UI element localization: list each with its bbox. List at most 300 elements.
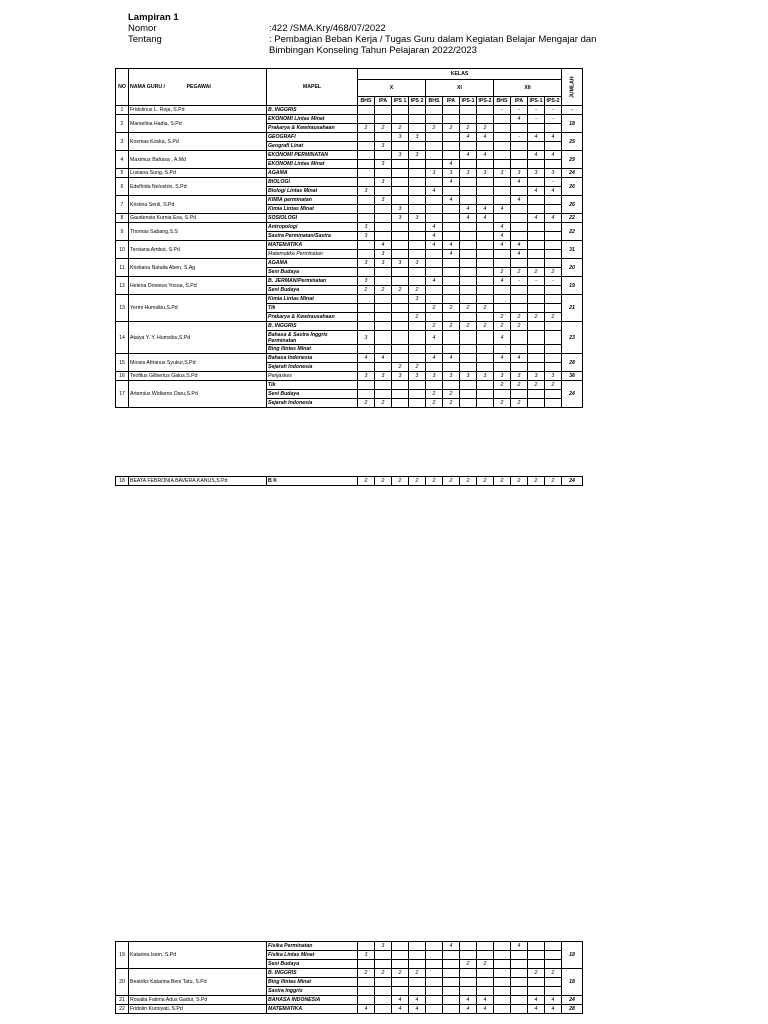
table-row <box>116 223 583 232</box>
hours-cell <box>460 313 477 322</box>
hours-cell <box>545 363 562 372</box>
hours-cell <box>545 331 562 345</box>
hours-cell <box>494 286 511 295</box>
hours-cell: 3 <box>477 372 494 381</box>
hours-cell <box>392 277 409 286</box>
hours-cell: 4 <box>494 354 511 363</box>
hours-cell <box>460 268 477 277</box>
teacher-name: Ataiya Y. Y. Humsibu,S.Pd <box>129 322 267 354</box>
hours-cell <box>392 160 409 169</box>
hours-cell: 4 <box>426 241 443 250</box>
hours-cell <box>545 142 562 151</box>
hours-cell <box>409 124 426 133</box>
hours-cell: 4 <box>494 205 511 214</box>
teacher-name: Gaudensia Kurnia Esa, S.Pd <box>129 214 267 223</box>
hours-cell <box>494 345 511 354</box>
hours-cell: 2 <box>358 124 375 133</box>
hours-cell: 4 <box>460 205 477 214</box>
hours-cell: 3 <box>511 372 528 381</box>
hours-cell <box>358 142 375 151</box>
hours-cell <box>426 178 443 187</box>
col-xii: XII <box>494 80 562 97</box>
hours-cell <box>358 345 375 354</box>
hours-cell: 2 <box>409 313 426 322</box>
hours-cell <box>477 331 494 345</box>
hours-cell: 4 <box>426 354 443 363</box>
hours-cell: - <box>545 277 562 286</box>
hours-cell <box>494 115 511 124</box>
sub-col-header: IPA <box>375 97 392 106</box>
tentang-label: Tentang <box>128 34 162 45</box>
subject-name: MATEMATIKA <box>267 1005 358 1014</box>
hours-cell: 2 <box>494 268 511 277</box>
col-no: NO <box>116 69 129 106</box>
teacher-total: 22 <box>562 214 583 223</box>
hours-cell <box>392 322 409 331</box>
sub-col-header: IPA <box>443 97 460 106</box>
hours-cell <box>460 286 477 295</box>
subject-name: Matematika Perminatan <box>267 250 358 259</box>
hours-cell: 2 <box>545 313 562 322</box>
hours-cell <box>443 268 460 277</box>
hours-cell: - <box>511 106 528 115</box>
hours-cell <box>358 178 375 187</box>
hours-cell <box>443 187 460 196</box>
hours-cell <box>409 169 426 178</box>
hours-cell: 4 <box>545 133 562 142</box>
table-row <box>116 106 583 115</box>
workload-table <box>115 68 583 408</box>
hours-cell <box>528 390 545 399</box>
hours-cell: - <box>528 115 545 124</box>
teacher-name: Marselina Hadia, S.Pd <box>129 115 267 133</box>
hours-cell <box>477 295 494 304</box>
hours-cell <box>426 106 443 115</box>
hours-cell <box>358 996 375 1005</box>
hours-cell <box>460 223 477 232</box>
hours-cell <box>477 277 494 286</box>
hours-cell <box>443 313 460 322</box>
hours-cell <box>511 969 528 978</box>
hours-cell <box>358 322 375 331</box>
hours-cell <box>511 286 528 295</box>
teacher-total: 26 <box>562 196 583 214</box>
teacher-no: 4 <box>116 151 129 169</box>
subject-name: Penjaskes <box>267 372 358 381</box>
hours-cell: 4 <box>511 178 528 187</box>
hours-cell <box>358 960 375 969</box>
hours-cell: 2 <box>494 322 511 331</box>
teacher-no: 16 <box>116 372 129 381</box>
hours-cell <box>528 259 545 268</box>
hours-cell <box>528 142 545 151</box>
hours-cell <box>528 223 545 232</box>
subject-name: Bing llintas Minat <box>267 345 358 354</box>
hours-cell <box>375 313 392 322</box>
teacher-no: 7 <box>116 196 129 214</box>
hours-cell: 3 <box>358 951 375 960</box>
hours-cell: 3 <box>392 214 409 223</box>
hours-cell <box>545 345 562 354</box>
hours-cell: 4 <box>358 354 375 363</box>
hours-cell <box>426 205 443 214</box>
hours-cell <box>375 106 392 115</box>
hours-cell <box>528 124 545 133</box>
hours-cell: 2 <box>511 477 528 486</box>
teacher-no: 6 <box>116 178 129 196</box>
hours-cell: 3 <box>426 169 443 178</box>
hours-cell: 4 <box>443 241 460 250</box>
hours-cell <box>545 322 562 331</box>
hours-cell <box>409 106 426 115</box>
hours-cell <box>443 133 460 142</box>
hours-cell: 2 <box>528 477 545 486</box>
hours-cell: 4 <box>409 996 426 1005</box>
subject-name: Tik <box>267 304 358 313</box>
hours-cell: 4 <box>545 187 562 196</box>
teacher-total: 26 <box>562 178 583 196</box>
hours-cell <box>358 295 375 304</box>
hours-cell: 3 <box>443 169 460 178</box>
teacher-name: Kristiana Natalia Aben, S.Ag <box>129 259 267 277</box>
hours-cell: 3 <box>426 372 443 381</box>
table-row <box>116 996 583 1005</box>
sub-col-header: IPA <box>511 97 528 106</box>
hours-cell <box>426 160 443 169</box>
table-row <box>116 214 583 223</box>
hours-cell <box>443 232 460 241</box>
hours-cell: - <box>545 106 562 115</box>
hours-cell <box>460 399 477 408</box>
subject-name: Seni Budaya <box>267 960 358 969</box>
hours-cell <box>443 960 460 969</box>
hours-cell <box>409 331 426 345</box>
hours-cell <box>477 390 494 399</box>
hours-cell <box>477 268 494 277</box>
hours-cell: 2 <box>528 969 545 978</box>
hours-cell <box>477 178 494 187</box>
hours-cell: 3 <box>409 372 426 381</box>
hours-cell <box>443 951 460 960</box>
hours-cell <box>528 295 545 304</box>
hours-cell <box>511 187 528 196</box>
hours-cell <box>545 124 562 133</box>
hours-cell <box>477 106 494 115</box>
subject-name: KIMIA perminatan <box>267 196 358 205</box>
hours-cell <box>358 268 375 277</box>
hours-cell: 4 <box>477 214 494 223</box>
teacher-total: 18 <box>562 942 583 969</box>
hours-cell: 4 <box>511 354 528 363</box>
hours-cell <box>392 345 409 354</box>
teacher-total: 18 <box>562 969 583 996</box>
teacher-name: Fridolin Kurniyati, S.Pd <box>129 1005 267 1014</box>
hours-cell <box>392 115 409 124</box>
table-row <box>116 169 583 178</box>
hours-cell <box>460 196 477 205</box>
hours-cell <box>392 390 409 399</box>
hours-cell <box>511 295 528 304</box>
hours-cell <box>409 187 426 196</box>
hours-cell <box>375 223 392 232</box>
hours-cell: 4 <box>477 205 494 214</box>
teacher-total: - <box>562 106 583 115</box>
hours-cell <box>426 381 443 390</box>
hours-cell <box>494 960 511 969</box>
hours-cell: 4 <box>426 331 443 345</box>
hours-cell <box>460 106 477 115</box>
hours-cell: 3 <box>460 169 477 178</box>
subject-name: Geografi Linat <box>267 142 358 151</box>
teacher-no: 12 <box>116 277 129 295</box>
hours-cell: - <box>511 133 528 142</box>
hours-cell: 3 <box>409 295 426 304</box>
hours-cell <box>375 115 392 124</box>
hours-cell: 3 <box>375 160 392 169</box>
hours-cell: 3 <box>409 259 426 268</box>
hours-cell <box>375 987 392 996</box>
teacher-no: 14 <box>116 322 129 354</box>
hours-cell <box>545 241 562 250</box>
hours-cell <box>443 381 460 390</box>
hours-cell <box>528 951 545 960</box>
hours-cell <box>494 390 511 399</box>
hours-cell <box>545 232 562 241</box>
hours-cell <box>409 354 426 363</box>
subject-name: Kimia Lintas Minat <box>267 205 358 214</box>
hours-cell <box>375 363 392 372</box>
hours-cell <box>426 259 443 268</box>
hours-cell: 2 <box>409 969 426 978</box>
hours-cell: 2 <box>545 969 562 978</box>
hours-cell: - <box>545 178 562 187</box>
hours-cell: 2 <box>358 969 375 978</box>
col-xi: XI <box>426 80 494 97</box>
teacher-name: Tersiana Ambut, S.Pd <box>129 241 267 259</box>
subject-name: B. INGGRIS <box>267 106 358 115</box>
hours-cell <box>426 978 443 987</box>
hours-cell <box>409 196 426 205</box>
hours-cell <box>528 160 545 169</box>
hours-cell <box>426 345 443 354</box>
hours-cell <box>426 142 443 151</box>
hours-cell <box>477 345 494 354</box>
hours-cell <box>426 133 443 142</box>
hours-cell <box>545 354 562 363</box>
hours-cell: 4 <box>443 250 460 259</box>
subject-name: Bahasa Indonesia <box>267 354 358 363</box>
hours-cell <box>443 277 460 286</box>
teacher-no: 13 <box>116 295 129 322</box>
hours-cell <box>392 178 409 187</box>
hours-cell <box>528 960 545 969</box>
hours-cell <box>409 345 426 354</box>
hours-cell: 3 <box>392 133 409 142</box>
hours-cell <box>358 390 375 399</box>
hours-cell <box>409 942 426 951</box>
hours-cell <box>392 250 409 259</box>
sub-col-header: IPS-1 <box>460 97 477 106</box>
hours-cell: 2 <box>477 124 494 133</box>
hours-cell <box>375 268 392 277</box>
hours-cell <box>392 268 409 277</box>
table-row <box>116 259 583 268</box>
teacher-total: 24 <box>562 477 583 486</box>
hours-cell <box>511 363 528 372</box>
hours-cell: 2 <box>443 304 460 313</box>
hours-cell <box>545 960 562 969</box>
hours-cell: 4 <box>494 277 511 286</box>
hours-cell <box>443 331 460 345</box>
sub-col-header: IPS 1 <box>392 97 409 106</box>
hours-cell: 2 <box>426 477 443 486</box>
hours-cell <box>409 322 426 331</box>
subject-name: Fisika Perminatan <box>267 942 358 951</box>
hours-cell <box>494 214 511 223</box>
col-x: X <box>358 80 426 97</box>
hours-cell <box>426 250 443 259</box>
hours-cell: 3 <box>460 372 477 381</box>
hours-cell <box>426 151 443 160</box>
hours-cell: 4 <box>545 996 562 1005</box>
hours-cell <box>426 295 443 304</box>
hours-cell: 4 <box>375 241 392 250</box>
subject-name: GEOGRAFI <box>267 133 358 142</box>
teacher-no: 18 <box>116 477 129 486</box>
hours-cell: 2 <box>511 313 528 322</box>
hours-cell: 2 <box>443 399 460 408</box>
hours-cell: 2 <box>511 268 528 277</box>
hours-cell: 2 <box>392 477 409 486</box>
hours-cell: - <box>545 115 562 124</box>
hours-cell <box>409 390 426 399</box>
hours-cell: 3 <box>545 372 562 381</box>
hours-cell: 2 <box>409 286 426 295</box>
hours-cell: 3 <box>375 250 392 259</box>
teacher-total: 19 <box>562 277 583 295</box>
hours-cell <box>511 160 528 169</box>
subject-name: Bing llintas Minat <box>267 978 358 987</box>
table-row <box>116 477 583 486</box>
hours-cell <box>477 232 494 241</box>
sub-col-header: IPS-1 <box>528 97 545 106</box>
hours-cell <box>426 363 443 372</box>
hours-cell <box>358 196 375 205</box>
teacher-total: 31 <box>562 241 583 259</box>
hours-cell <box>460 951 477 960</box>
hours-cell: 3 <box>511 169 528 178</box>
table-row <box>116 115 583 124</box>
hours-cell <box>460 187 477 196</box>
hours-cell <box>477 286 494 295</box>
hours-cell: 2 <box>460 124 477 133</box>
hours-cell <box>358 151 375 160</box>
hours-cell: 3 <box>375 178 392 187</box>
hours-cell <box>477 187 494 196</box>
hours-cell <box>358 205 375 214</box>
table-row <box>116 942 583 951</box>
hours-cell <box>511 978 528 987</box>
hours-cell <box>392 169 409 178</box>
hours-cell <box>528 196 545 205</box>
subject-name: EKONOMI Lintas Minat <box>267 160 358 169</box>
hours-cell <box>358 106 375 115</box>
hours-cell: 4 <box>426 223 443 232</box>
teacher-total: 23 <box>562 322 583 354</box>
hours-cell <box>392 304 409 313</box>
hours-cell <box>409 205 426 214</box>
table-row <box>116 322 583 331</box>
hours-cell <box>545 160 562 169</box>
hours-cell: 2 <box>511 322 528 331</box>
teacher-name: Fridolinus L. Roja, S.Pd <box>129 106 267 115</box>
teacher-total: 36 <box>562 372 583 381</box>
hours-cell <box>426 313 443 322</box>
hours-cell <box>460 115 477 124</box>
hours-cell <box>392 381 409 390</box>
hours-cell: 2 <box>375 399 392 408</box>
hours-cell: 3 <box>409 133 426 142</box>
hours-cell: 2 <box>528 313 545 322</box>
sub-col-header: BHS <box>494 97 511 106</box>
hours-cell <box>494 363 511 372</box>
hours-cell <box>375 951 392 960</box>
hours-cell <box>528 354 545 363</box>
hours-cell <box>477 160 494 169</box>
hours-cell <box>358 169 375 178</box>
hours-cell <box>443 151 460 160</box>
hours-cell <box>494 250 511 259</box>
hours-cell: 2 <box>375 124 392 133</box>
hours-cell <box>426 196 443 205</box>
hours-cell <box>392 354 409 363</box>
teacher-total: 25 <box>562 133 583 151</box>
subject-name: AGAMA <box>267 259 358 268</box>
hours-cell: 2 <box>392 363 409 372</box>
hours-cell: 2 <box>460 322 477 331</box>
hours-cell <box>477 951 494 960</box>
hours-cell <box>426 268 443 277</box>
table-row <box>116 151 583 160</box>
hours-cell: 4 <box>528 133 545 142</box>
hours-cell <box>494 133 511 142</box>
hours-cell <box>392 106 409 115</box>
hours-cell <box>375 295 392 304</box>
hours-cell <box>460 345 477 354</box>
hours-cell <box>460 978 477 987</box>
subject-name: Sejarah Indonesia <box>267 363 358 372</box>
hours-cell <box>528 345 545 354</box>
hours-cell <box>494 987 511 996</box>
table-row <box>116 133 583 142</box>
teacher-total: 24 <box>562 996 583 1005</box>
subject-name: Biologi Lintas Minat <box>267 187 358 196</box>
hours-cell <box>477 196 494 205</box>
hours-cell <box>375 978 392 987</box>
hours-cell: 3 <box>494 372 511 381</box>
hours-cell: 4 <box>511 942 528 951</box>
hours-cell <box>375 304 392 313</box>
subject-name: Seni Budaya <box>267 268 358 277</box>
subject-name: Sejarah Indonesia <box>267 399 358 408</box>
hours-cell <box>528 978 545 987</box>
hours-cell <box>528 399 545 408</box>
hours-cell <box>528 286 545 295</box>
hours-cell: 2 <box>443 477 460 486</box>
hours-cell <box>358 978 375 987</box>
hours-cell: 4 <box>460 133 477 142</box>
hours-cell <box>494 187 511 196</box>
